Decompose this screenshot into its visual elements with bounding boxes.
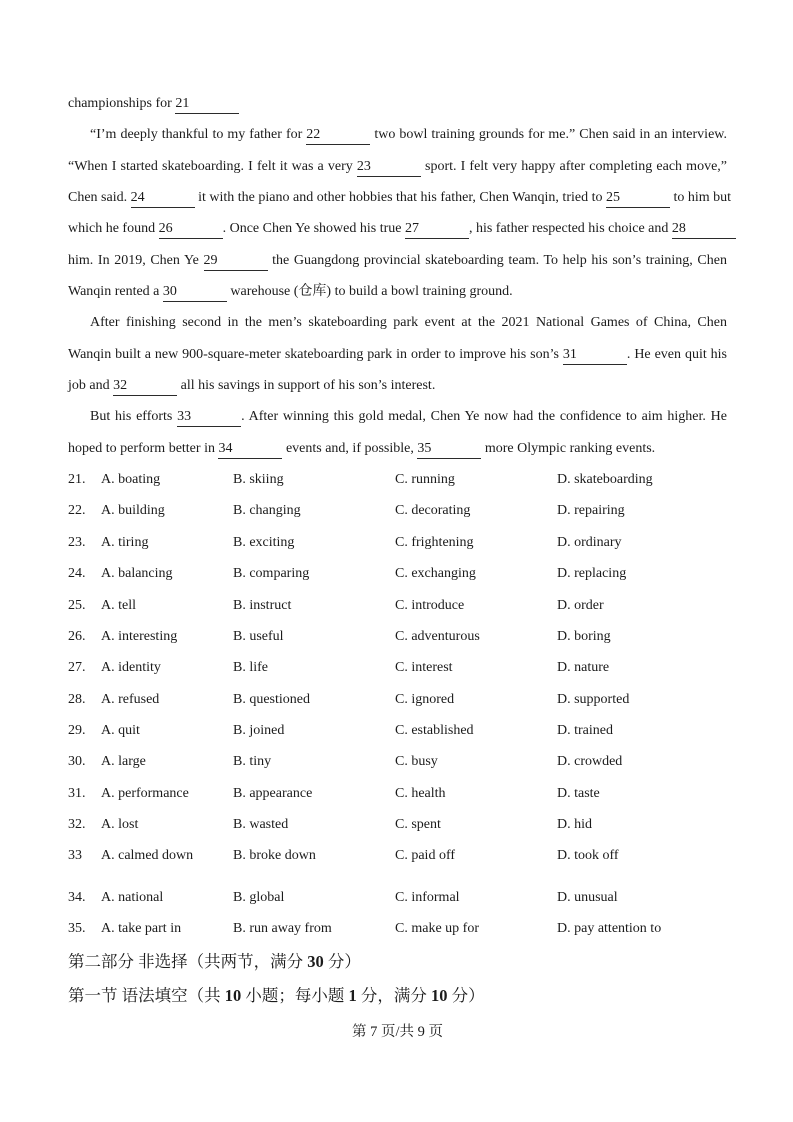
choice-d: D. took off — [557, 848, 619, 864]
choice-c: C. busy — [395, 754, 438, 770]
choice-d: D. trained — [557, 722, 613, 738]
question-number: 28. — [68, 691, 86, 707]
score-number: 30 — [307, 951, 324, 971]
section-header-part2: 第二部分 非选择（共两节，满分 30 分） — [68, 951, 361, 971]
choice-d: D. repairing — [557, 503, 625, 519]
question-number: 29. — [68, 722, 86, 738]
passage-line: “When I started skateboarding. I felt it was a very 23 sport. I felt very happy after completing each move,” — [68, 151, 727, 182]
choice-c: C. health — [395, 785, 446, 801]
choice-a: A. interesting — [101, 628, 178, 644]
cloze-blank-23: 23 — [357, 158, 421, 177]
choice-b: B. skiing — [233, 472, 284, 488]
choice-b: B. life — [233, 660, 268, 676]
question-number: 22. — [68, 503, 86, 519]
option-cell-a — [68, 590, 233, 621]
option-cell-a — [68, 913, 233, 944]
choice-b: B. global — [233, 890, 285, 906]
choice-b: B. tiny — [233, 754, 272, 770]
choice-c: C. frightening — [395, 534, 474, 550]
choice-d: D. hid — [557, 816, 592, 832]
question-number: 35. — [68, 921, 86, 937]
cloze-blank-22: 22 — [306, 126, 370, 145]
choice-a: A. tiring — [101, 534, 149, 550]
cloze-blank-21: 21 — [175, 95, 239, 114]
choice-c: C. paid off — [395, 848, 456, 864]
option-row — [68, 809, 727, 840]
option-cell-a — [68, 652, 233, 683]
passage-line: Wanqin built a new 900-square-meter skateboarding park in order to improve his son’s 31 . He even quit his — [68, 339, 727, 370]
choice-c: C. established — [395, 722, 474, 738]
choice-b: B. broke down — [233, 848, 316, 864]
choice-a: A. refused — [101, 691, 160, 707]
choice-c: C. adventurous — [395, 628, 480, 644]
option-row — [68, 840, 727, 871]
cloze-blank-35: 35 — [417, 440, 481, 459]
section-header-grammar-fill: 第一节 语法填空（共 10 小题；每小题 1 分，满分 10 分） — [68, 985, 485, 1005]
choice-a: A. tell — [101, 597, 136, 613]
choice-c: C. running — [395, 472, 455, 488]
choice-a: A. quit — [101, 722, 140, 738]
passage-line: After finishing second in the men’s skateboarding park event at the 2021 National Games of China, Chen — [90, 315, 727, 331]
question-number: 23. — [68, 534, 86, 550]
cloze-blank-28: 28 — [672, 220, 736, 239]
option-row — [68, 495, 727, 526]
choice-b: B. changing — [233, 503, 301, 519]
option-row — [68, 882, 727, 913]
option-cell-a — [68, 809, 233, 840]
passage-line: But his efforts 33 . After winning this gold medal, Chen Ye now had the confidence to aim higher. He — [68, 401, 727, 432]
options-table — [68, 464, 727, 945]
option-cell-a — [68, 746, 233, 777]
question-number: 26. — [68, 628, 86, 644]
option-row — [68, 652, 727, 683]
question-number: 32. — [68, 816, 86, 832]
choice-b: B. useful — [233, 628, 284, 644]
passage-line: job and 32 all his savings in support of his son’s interest. — [68, 370, 727, 401]
choice-a: A. performance — [101, 785, 189, 801]
choice-a: A. balancing — [101, 566, 173, 582]
option-cell-a — [68, 715, 233, 746]
score-number: 10 — [224, 985, 242, 1005]
choice-a: A. identity — [101, 660, 161, 676]
passage-line: championships for 21 — [68, 88, 727, 119]
question-number: 30. — [68, 754, 86, 770]
option-cell-a — [68, 527, 233, 558]
score-number: 1 — [348, 985, 357, 1005]
choice-a: A. take part in — [101, 921, 182, 937]
passage-line: which he found 26 . Once Chen Ye showed his true 27 , his father respected his choice and 28 — [68, 213, 727, 244]
choice-c: C. informal — [395, 890, 460, 906]
choice-d: D. nature — [557, 660, 610, 676]
option-cell-a — [68, 684, 233, 715]
choice-d: D. skateboarding — [557, 472, 653, 488]
choice-a: A. building — [101, 503, 165, 519]
page-number-footer: 第 7 页/共 9 页 — [351, 1023, 444, 1040]
option-row — [68, 527, 727, 558]
cloze-blank-31: 31 — [563, 346, 627, 365]
choice-c: C. spent — [395, 816, 441, 832]
option-cell-a — [68, 558, 233, 589]
question-number: 34. — [68, 890, 86, 906]
choice-c: C. make up for — [395, 921, 479, 937]
option-cell-a — [68, 882, 233, 913]
choice-c: C. ignored — [395, 691, 455, 707]
option-row — [68, 913, 727, 944]
cloze-blank-33: 33 — [177, 408, 241, 427]
option-row — [68, 558, 727, 589]
choice-b: B. joined — [233, 722, 285, 738]
choice-d: D. boring — [557, 628, 611, 644]
option-cell-a — [68, 840, 233, 871]
choice-b: B. appearance — [233, 785, 313, 801]
option-cell-a — [68, 621, 233, 652]
option-cell-a — [68, 464, 233, 495]
choice-d: D. supported — [557, 691, 630, 707]
choice-b: B. questioned — [233, 691, 310, 707]
cloze-blank-29: 29 — [204, 252, 268, 271]
question-number: 33 — [68, 848, 82, 864]
option-row — [68, 590, 727, 621]
option-row — [68, 715, 727, 746]
cloze-blank-30: 30 — [163, 283, 227, 302]
choice-d: D. taste — [557, 785, 600, 801]
cloze-blank-27: 27 — [405, 220, 469, 239]
question-number: 27. — [68, 660, 86, 676]
passage-line: Chen said. 24 it with the piano and other hobbies that his father, Chen Wanqin, tried to 25 to him but — [68, 182, 727, 213]
passage-line: Wanqin rented a 30 warehouse (仓库) to build a bowl training ground. — [68, 276, 727, 307]
option-row — [68, 621, 727, 652]
choice-a: A. large — [101, 754, 146, 770]
choice-b: B. exciting — [233, 534, 295, 550]
passage-line: hoped to perform better in 34 events and, if possible, 35 more Olympic ranking events. — [68, 433, 727, 464]
choice-b: B. wasted — [233, 816, 289, 832]
option-row — [68, 464, 727, 495]
choice-b: B. comparing — [233, 566, 310, 582]
question-number: 25. — [68, 597, 86, 613]
choice-a: A. calmed down — [101, 848, 194, 864]
choice-c: C. introduce — [395, 597, 465, 613]
question-number: 24. — [68, 566, 86, 582]
option-row — [68, 778, 727, 809]
cloze-blank-34: 34 — [218, 440, 282, 459]
choice-b: B. instruct — [233, 597, 292, 613]
choice-a: A. national — [101, 890, 164, 906]
cloze-blank-32: 32 — [113, 377, 177, 396]
choice-d: D. crowded — [557, 754, 623, 770]
cloze-blank-24: 24 — [131, 189, 195, 208]
option-row — [68, 746, 727, 777]
option-cell-a — [68, 495, 233, 526]
choice-d: D. pay attention to — [557, 921, 662, 937]
cloze-blank-26: 26 — [159, 220, 223, 239]
choice-a: A. lost — [101, 816, 139, 832]
choice-c: C. exchanging — [395, 566, 476, 582]
cloze-blank-25: 25 — [606, 189, 670, 208]
choice-a: A. boating — [101, 472, 161, 488]
cloze-passage — [68, 88, 732, 464]
choice-d: D. order — [557, 597, 604, 613]
score-number: 10 — [431, 985, 448, 1005]
passage-line: him. In 2019, Chen Ye 29 the Guangdong provincial skateboarding team. To help his son’s training, Chen — [68, 245, 727, 276]
question-number: 31. — [68, 785, 86, 801]
choice-d: D. replacing — [557, 566, 627, 582]
question-number: 21. — [68, 472, 86, 488]
choice-d: D. ordinary — [557, 534, 622, 550]
choice-d: D. unusual — [557, 890, 618, 906]
choice-c: C. interest — [395, 660, 453, 676]
option-cell-a — [68, 778, 233, 809]
option-row — [68, 684, 727, 715]
choice-c: C. decorating — [395, 503, 471, 519]
passage-line: “I’m deeply thankful to my father for 22 two bowl training grounds for me.” Chen said in an interview. — [68, 119, 727, 150]
choice-b: B. run away from — [233, 921, 332, 937]
